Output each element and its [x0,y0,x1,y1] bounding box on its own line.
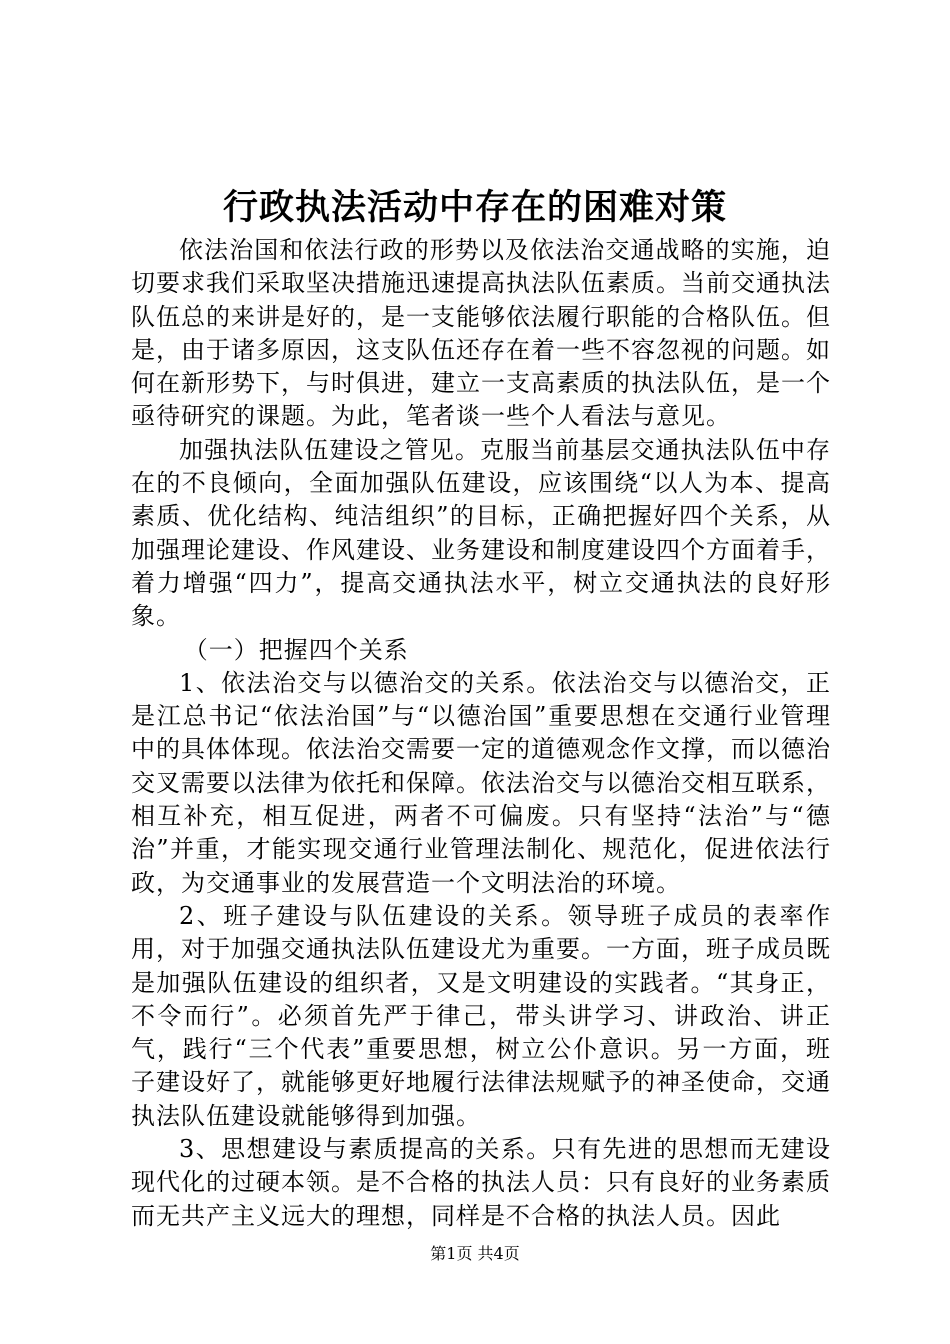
paragraph-relation-2: 2、班子建设与队伍建设的关系。领导班子成员的表率作用，对于加强交通执法队伍建设尤为重要。一方面，班子成员既是加强队伍建设的组织者，又是文明建设的实践者。“其身正，不令而行”。必须首先严于律己，带头讲学习、讲政治、讲正气，践行“三个代表”重要思想，树立公仆意识。另一方面，班子建设好了，就能够更好地履行法律法规赋予的神圣使命，交通执法队伍建设就能够得到加强。 [131,901,831,1130]
paragraph-relation-3: 3、思想建设与素质提高的关系。只有先进的思想而无建设现代化的过硬本领。是不合格的执法人员：只有良好的业务素质而无共产主义远大的理想，同样是不合格的执法人员。因此 [131,1135,831,1230]
document-title: 行政执法活动中存在的困难对策 [222,187,727,228]
paragraph-relation-1: 1、依法治交与以德治交的关系。依法治交与以德治交，正是江总书记“依法治国”与“以德治国”重要思想在交通行业管理中的具体体现。依法治交需要一定的道德观念作文撑，而以德治交叉需要以法律为依托和保障。依法治交与以德治交相互联系，相互补充，相互促进，两者不可偏废。只有坚持“法治”与“德治”并重，才能实现交通行业管理法制化、规范化，促进依法行政，为交通事业的发展营造一个文明法治的环境。 [131,668,831,897]
section-heading-four-relations: （一）把握四个关系 [183,635,409,664]
paragraph-intro: 依法治国和依法行政的形势以及依法治交通战略的实施，迫切要求我们采取坚决措施迅速提高执法队伍素质。当前交通执法队伍总的来讲是好的，是一支能够依法履行职能的合格队伍。但是，由于诸多原因，这支队伍还存在着一些不容忽视的问题。如何在新形势下，与时俱进，建立一支高素质的执法队伍，是一个亟待研究的课题。为此，笔者谈一些个人看法与意见。 [131,236,831,431]
document-body [131,234,831,1233]
paragraph-overview: 加强执法队伍建设之管见。克服当前基层交通执法队伍中存在的不良倾向，全面加强队伍建设，应该围绕“以人为本、提高素质、优化结构、纯洁组织”的目标，正确把握好四个关系，从加强理论建设、作风建设、业务建设和制度建设四个方面着手，着力增强“四力”，提高交通执法水平，树立交通执法的良好形象。 [131,435,831,631]
page-footer: 第1页 共4页 [430,1244,520,1263]
